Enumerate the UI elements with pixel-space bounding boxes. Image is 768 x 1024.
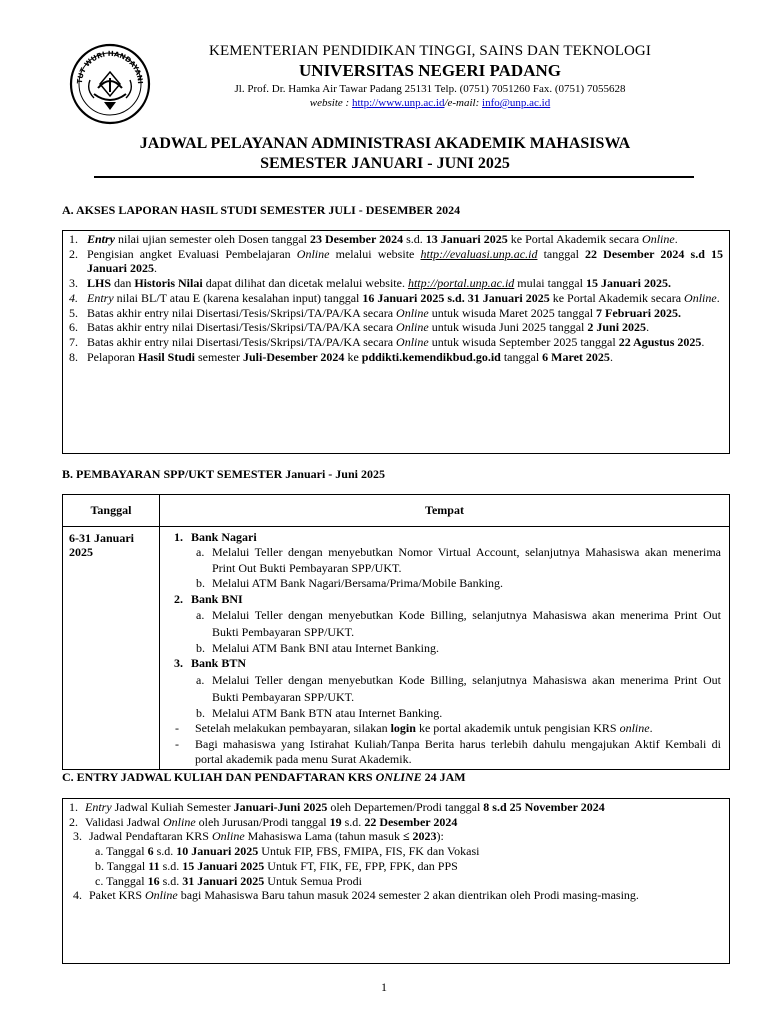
- tanggal-value: 6-31 Januari 2025: [63, 527, 160, 770]
- item-number: 2.: [69, 246, 78, 261]
- text-run: Untuk Semua Prodi: [264, 873, 362, 888]
- bank-number: 2.: [174, 591, 183, 606]
- logo-text: TUT WURI HANDAYANI: [75, 49, 145, 85]
- text-run: Online: [396, 334, 429, 349]
- text-run: .: [646, 320, 650, 335]
- text-run: 22 Desember 2024 s.d 15 Januari 2025: [87, 246, 723, 276]
- website-link[interactable]: http://www.unp.ac.id: [351, 97, 445, 109]
- text-run: Entry: [85, 800, 112, 814]
- text-run: Jadwal Kuliah Semester: [111, 800, 234, 814]
- section-c-heading-pre: C. ENTRY JADWAL KULIAH DAN PENDAFTARAN KRS: [62, 770, 376, 784]
- text-run: 31 Januari 2025: [182, 873, 265, 888]
- text-run: nilai ujian semester oleh Dosen tanggal: [115, 232, 310, 246]
- text-run: 10 Januari 2025: [176, 844, 259, 859]
- text-run: pddikti.kemendikbud.go.id: [361, 349, 501, 364]
- text-run: Paket KRS: [89, 888, 146, 903]
- text-run: Batas akhir entry nilai Disertasi/Tesis/Skripsi/TA/PA/KA secara: [87, 334, 397, 349]
- text-run: dapat dilihat dan dicetak melalui website.: [202, 276, 408, 291]
- text-run: 13 Januari 2025: [425, 232, 508, 246]
- method-text: Melalui Teller dengan menyebutkan Nomor Virtual Account, selanjutnya Mahasiswa akan menerima Print Out Bukti Pembayaran SPP/UKT.: [212, 545, 721, 575]
- bank-name: Bank BNI: [191, 591, 243, 606]
- method-text: Melalui Teller dengan menyebutkan Kode Billing, selanjutnya Mahasiswa akan menerima Print Out Bukti Pembayaran SPP/UKT.: [212, 672, 721, 704]
- text-run: ke Portal Akademik secara: [549, 290, 685, 305]
- text-run: 22 Desember 2024: [364, 814, 458, 829]
- text-run: .: [701, 334, 705, 349]
- list-item: [69, 350, 723, 365]
- text-run: Online: [211, 829, 245, 844]
- text-run: http://evaluasi.unp.ac.id: [420, 246, 538, 261]
- text-run: s.d.: [159, 858, 183, 873]
- text-run: untuk wisuda Maret 2025 tanggal: [428, 305, 597, 320]
- text-run: 19: [329, 814, 342, 829]
- text-run: 16 Januari 2025 s.d. 31 Januari 2025: [362, 290, 550, 305]
- text-run: 11: [148, 858, 160, 873]
- text-run: dan: [111, 276, 135, 291]
- text-run: tanggal: [537, 246, 586, 261]
- text-run: 2 Juni 2025: [587, 320, 647, 335]
- section-a-box: [62, 230, 730, 454]
- document-title-line1: JADWAL PELAYANAN ADMINISTRASI AKADEMIK MAHASISWA: [139, 135, 631, 152]
- text-run: 22 Agustus 2025: [618, 334, 702, 349]
- method-text: Melalui ATM Bank Nagari/Bersama/Prima/Mobile Banking.: [212, 576, 503, 591]
- payment-table-header: [63, 495, 730, 527]
- item-number: 6.: [69, 320, 78, 335]
- text-run: 23 Desember 2024: [309, 232, 404, 246]
- text-run: s.d.: [403, 232, 426, 246]
- text-run: semester: [195, 349, 243, 364]
- text-run: .: [154, 261, 158, 276]
- method-text: Melalui ATM Bank BNI atau Internet Banking.: [212, 641, 439, 656]
- text-run: tanggal: [500, 349, 543, 364]
- text-run: c. Tanggal: [95, 873, 148, 888]
- list-item: [69, 829, 723, 844]
- method-letter: a.: [196, 672, 205, 687]
- text-run: Online: [396, 320, 429, 335]
- text-run: Juli-Desember 2024: [243, 349, 345, 364]
- text-run: Batas akhir entry nilai Disertasi/Tesis/Skripsi/TA/PA/KA secara: [87, 305, 397, 320]
- title-divider: [94, 176, 694, 178]
- text-run: 16: [147, 873, 160, 888]
- page-number: 1: [381, 980, 387, 994]
- section-c-box: [62, 798, 730, 964]
- text-run: 6 Maret 2025: [542, 349, 610, 364]
- text-run: http://portal.unp.ac.id: [407, 276, 515, 291]
- method-text: Melalui Teller dengan menyebutkan Kode Billing, selanjutnya Mahasiswa akan menerima Print Out Bukti Pembayaran SPP/UKT.: [212, 608, 721, 640]
- tut-wuri-handayani-logo-icon: [68, 42, 152, 126]
- list-item: [69, 247, 723, 276]
- section-c-heading-italic: ONLINE: [375, 770, 422, 784]
- text-run: .: [674, 232, 678, 246]
- section-a-heading: A. AKSES LAPORAN HASIL STUDI SEMESTER JULI - DESEMBER 2024: [62, 203, 461, 217]
- text-run: Pelaporan: [87, 349, 138, 364]
- section-c-heading-post: 24 JAM: [421, 770, 466, 784]
- text-run: Hasil Studi: [137, 349, 196, 364]
- method-letter: b.: [196, 576, 205, 591]
- payment-table: [62, 494, 730, 770]
- text-run: Januari-Juni 2025: [233, 800, 328, 814]
- text-run: LHS: [87, 276, 112, 291]
- text-run: 6: [147, 844, 154, 859]
- text-run: untuk wisuda Juni 2025 tanggal: [428, 320, 588, 335]
- item-number: 1.: [69, 800, 78, 814]
- bank-number: 3.: [174, 656, 183, 671]
- dash-marker: -: [175, 736, 179, 751]
- payment-method: [164, 545, 721, 576]
- text-run: 15 Januari 2025: [182, 858, 265, 873]
- text-run: .: [649, 721, 653, 736]
- text-run: ke: [344, 349, 362, 364]
- payment-method: [164, 607, 721, 641]
- text-run: Validasi Jadwal: [85, 814, 163, 829]
- list-item: [69, 306, 723, 321]
- bank-name: Bank Nagari: [191, 530, 257, 544]
- item-number: 3.: [69, 276, 78, 291]
- text-run: b. Tanggal: [95, 858, 149, 873]
- list-item: [69, 335, 723, 350]
- list-item: [69, 800, 723, 815]
- bank-item: [164, 530, 721, 545]
- tempat-value: [160, 527, 730, 770]
- payment-method: [164, 641, 721, 656]
- text-run: Online: [642, 232, 675, 246]
- text-run: Bagi mahasiswa yang Istirahat Kuliah/Tanpa Berita harus terlebih dahulu mengajukan Aktif Kembali di portal akademik pada menu Surat Akademik.: [195, 736, 721, 767]
- ministry-name: KEMENTERIAN PENDIDIKAN TINGGI, SAINS DAN TEKNOLOGI: [209, 43, 651, 59]
- text-run: melalui website: [329, 246, 421, 261]
- item-number: 4.: [73, 888, 82, 903]
- bank-item: [164, 656, 721, 671]
- email-label: e-mail: [447, 97, 476, 109]
- text-run: ):: [436, 829, 444, 844]
- text-run: login: [390, 721, 416, 736]
- text-run: Online: [145, 888, 178, 903]
- text-run: Historis Nilai: [134, 276, 203, 291]
- section-b-heading: B. PEMBAYARAN SPP/UKT SEMESTER Januari - Juni 2025: [62, 467, 385, 481]
- method-letter: a.: [196, 608, 205, 623]
- text-run: a. Tanggal: [95, 844, 148, 859]
- email-link[interactable]: info@unp.ac.id: [482, 97, 551, 109]
- payment-method: [164, 706, 721, 721]
- text-run: Pengisian angket Evaluasi Pembelajaran: [87, 246, 297, 261]
- text-run: 8 s.d 25 November 2024: [483, 800, 605, 814]
- text-run: Batas akhir entry nilai Disertasi/Tesis/Skripsi/TA/PA/KA secara: [87, 320, 397, 335]
- email-colon: :: [475, 97, 483, 109]
- text-run: Untuk FIP, FBS, FMIPA, FIS, FK dan Vokasi: [258, 844, 480, 859]
- column-header-tanggal: Tanggal: [63, 495, 160, 527]
- text-run: Untuk FT, FIK, FE, FPP, FPK, dan PPS: [264, 858, 458, 873]
- item-number: 2.: [69, 814, 78, 829]
- payment-note: [164, 721, 721, 736]
- email-separator: /: [444, 97, 448, 109]
- text-run: .: [609, 349, 613, 364]
- list-item: [69, 291, 723, 306]
- text-run: mulai tanggal: [514, 276, 586, 291]
- item-number: 3.: [73, 829, 82, 844]
- list-subitem: [69, 874, 723, 889]
- item-number: 8.: [69, 349, 78, 364]
- method-letter: b.: [196, 705, 205, 720]
- list-item: [69, 815, 723, 830]
- text-run: Online: [296, 246, 330, 261]
- text-run: Mahasiswa Lama (tahun masuk: [244, 829, 403, 844]
- list-subitem: [69, 844, 723, 859]
- method-letter: b.: [196, 641, 205, 656]
- list-subitem: [69, 859, 723, 874]
- text-run: oleh Departemen/Prodi tanggal: [327, 800, 484, 814]
- university-name: UNIVERSITAS NEGERI PADANG: [299, 61, 561, 80]
- text-run: online: [619, 721, 650, 736]
- text-run: Jadwal Pendaftaran KRS: [89, 829, 212, 844]
- text-run: s.d.: [159, 873, 183, 888]
- text-run: s.d.: [341, 814, 365, 829]
- text-run: bagi Mahasiswa Baru tahun masuk 2024 semester 2 akan dientrikan oleh Prodi masing-masing.: [177, 888, 639, 903]
- payment-note: [164, 737, 721, 768]
- text-run: s.d.: [153, 844, 177, 859]
- bank-item: [164, 592, 721, 607]
- list-item: [69, 276, 723, 291]
- university-address: Jl. Prof. Dr. Hamka Air Tawar Padang 25131 Telp. (0751) 7051260 Fax. (0751) 7055628: [234, 83, 626, 95]
- dash-marker: -: [175, 721, 179, 736]
- list-item: [69, 888, 723, 903]
- text-run: nilai BL/T atau E (karena kesalahan input) tanggal: [113, 290, 363, 305]
- payment-method: [164, 672, 721, 706]
- document-title-line2: SEMESTER JANUARI - JUNI 2025: [260, 155, 510, 172]
- list-item: [69, 232, 723, 247]
- item-number: 7.: [69, 334, 78, 349]
- list-item: [69, 320, 723, 335]
- text-run: Online: [162, 814, 196, 829]
- method-letter: a.: [196, 545, 205, 560]
- text-run: Online: [684, 290, 717, 305]
- contact-line: [150, 97, 710, 109]
- item-number: 5.: [69, 305, 78, 320]
- text-run: ke Portal Akademik secara: [507, 232, 643, 246]
- section-a-list: [69, 232, 723, 364]
- item-number: 1.: [69, 232, 78, 246]
- method-text: Melalui ATM Bank BTN atau Internet Banking.: [212, 705, 443, 720]
- text-run: ke portal akademik untuk pengisian KRS: [415, 721, 620, 736]
- text-run: Entry: [87, 232, 116, 246]
- text-run: 7 Februari 2025.: [596, 305, 682, 320]
- item-number: 4.: [69, 290, 78, 305]
- text-run: oleh Jurusan/Prodi tanggal: [195, 814, 330, 829]
- text-run: Entry: [87, 290, 114, 305]
- text-run: .: [716, 290, 720, 305]
- text-run: ≤ 2023: [402, 829, 437, 844]
- table-row: [63, 527, 730, 770]
- text-run: untuk wisuda September 2025 tanggal: [428, 334, 619, 349]
- column-header-tempat: Tempat: [160, 495, 730, 527]
- website-label: website :: [309, 97, 352, 109]
- section-c-heading: [62, 770, 466, 785]
- payment-method: [164, 576, 721, 591]
- text-run: Online: [396, 305, 429, 320]
- bank-name: Bank BTN: [191, 656, 247, 671]
- bank-number: 1.: [174, 530, 183, 544]
- text-run: Setelah melakukan pembayaran, silakan: [195, 721, 391, 736]
- text-run: 15 Januari 2025.: [585, 276, 671, 291]
